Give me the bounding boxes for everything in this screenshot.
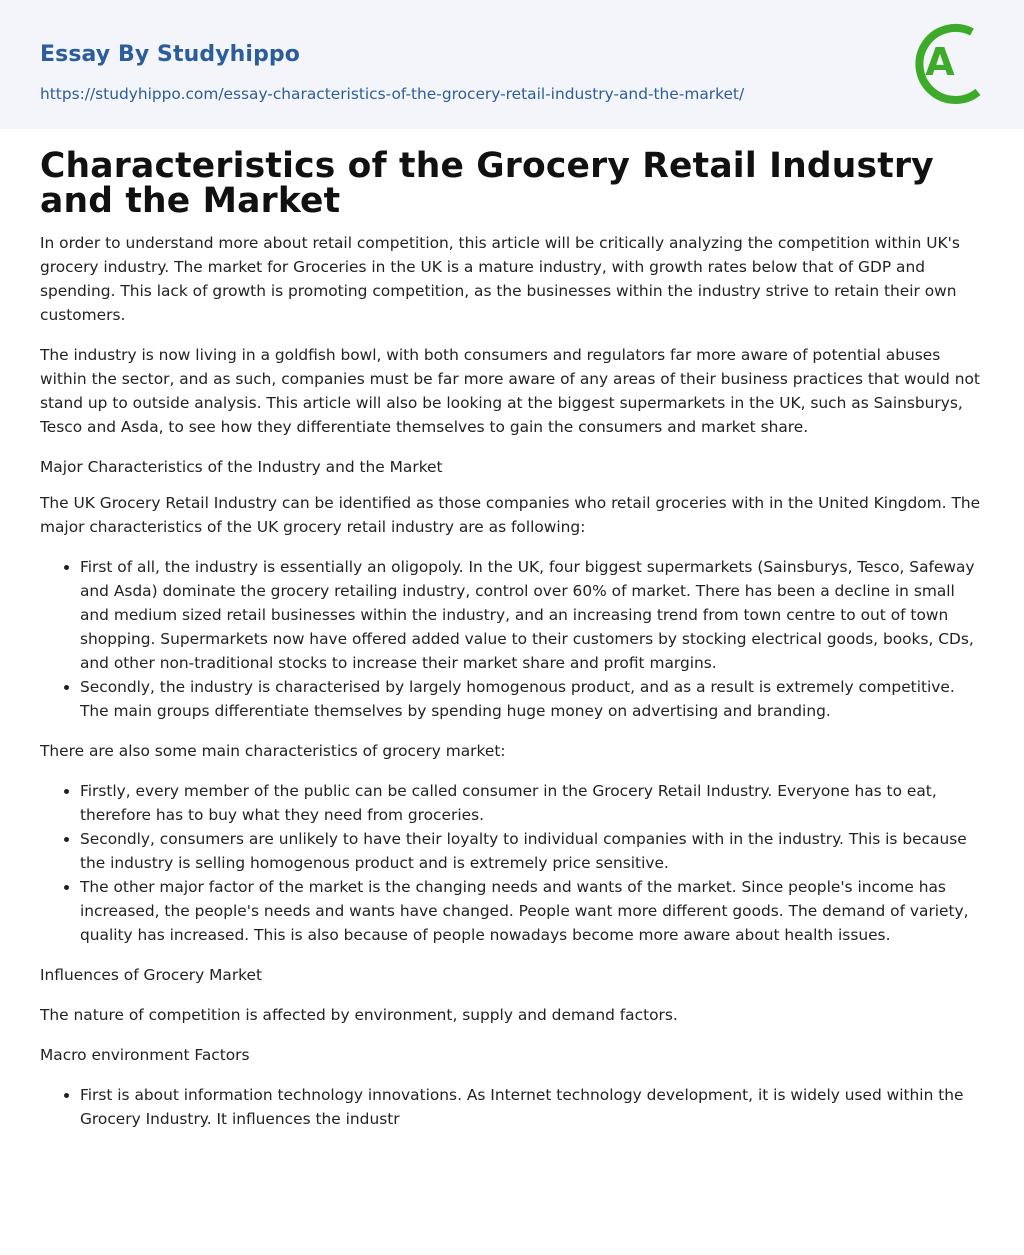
list-item: • Secondly, consumers are unlikely to have their loyalty to individual companies with in the industry. This is because the industry is selling homogenous product and is extremely price sensitive. xyxy=(80,827,984,875)
essay-url-link[interactable]: https://studyhippo.com/essay-characteristics-of-the-grocery-retail-industry-and-the-market/ xyxy=(40,85,745,103)
section-heading-macro: Macro environment Factors xyxy=(40,1046,250,1064)
intro-paragraph: In order to understand more about retail competition, this article will be critically analyzing the competition within UK's grocery industry. The market for Groceries in the UK is a mature industry, with growth rates below that of GDP and spending. This lack of growth is promoting competition, as the businesses within the industry strive to retain their own customers. xyxy=(40,234,960,324)
article-title: Characteristics of the Grocery Retail Industry and the Market xyxy=(40,146,934,221)
article-body xyxy=(40,146,984,1147)
list-item: • First is about information technology innovations. As Internet technology development, it is widely used within the Grocery Industry. It influences the industr xyxy=(80,1083,984,1131)
section-heading-influences: Influences of Grocery Market xyxy=(40,966,263,984)
studyhippo-logo-icon[interactable] xyxy=(908,18,988,106)
competition-paragraph: The nature of competition is affected by environment, supply and demand factors. xyxy=(40,1006,678,1024)
industry-definition-paragraph: The UK Grocery Retail Industry can be identified as those companies who retail groceries with in the United Kingdom. The major characteristics of the UK grocery retail industry are as following: xyxy=(40,494,981,536)
macro-factors-list xyxy=(80,1083,984,1131)
list-item: • Firstly, every member of the public can be called consumer in the Grocery Retail Industry. Everyone has to eat, therefore has to buy what they need from groceries. xyxy=(80,779,984,827)
logo-letter: A xyxy=(925,40,955,84)
market-characteristics-list xyxy=(80,779,984,947)
list-item: • The other major factor of the market is the changing needs and wants of the market. Since people's income has increased, the people's needs and wants have changed. People want more different goods. The demand of variety, quality has increased. This is also because of people nowadays become more aware about health issues. xyxy=(80,875,984,947)
market-characteristics-intro: There are also some main characteristics of grocery market: xyxy=(40,742,506,760)
section-heading-major: Major Characteristics of the Industry and the Market xyxy=(40,458,443,476)
goldfish-paragraph: The industry is now living in a goldfish bowl, with both consumers and regulators far more aware of potential abuses within the sector, and as such, companies must be far more aware of any areas of their business practices that would not stand up to outside analysis. This article will also be looking at the biggest supermarkets in the UK, such as Sainsburys, Tesco and Asda, to see how they differentiate themselves to gain the consumers and market share. xyxy=(40,346,980,436)
site-header xyxy=(0,0,1024,129)
industry-characteristics-list xyxy=(80,555,984,723)
list-item: • Secondly, the industry is characterised by largely homogenous product, and as a result is extremely competitive. The main groups differentiate themselves by spending huge money on advertising and branding. xyxy=(80,675,984,723)
list-item: • First of all, the industry is essentially an oligopoly. In the UK, four biggest supermarkets (Sainsburys, Tesco, Safeway and Asda) dominate the grocery retailing industry, control over 60% of market. There has been a decline in small and medium sized retail businesses within the industry, and an increasing trend from town centre to out of town shopping. Supermarkets now have offered added value to their customers by stocking electrical goods, books, CDs, and other non-traditional stocks to increase their market share and profit margins. xyxy=(80,555,984,675)
brand-title[interactable]: Essay By Studyhippo xyxy=(40,42,300,67)
